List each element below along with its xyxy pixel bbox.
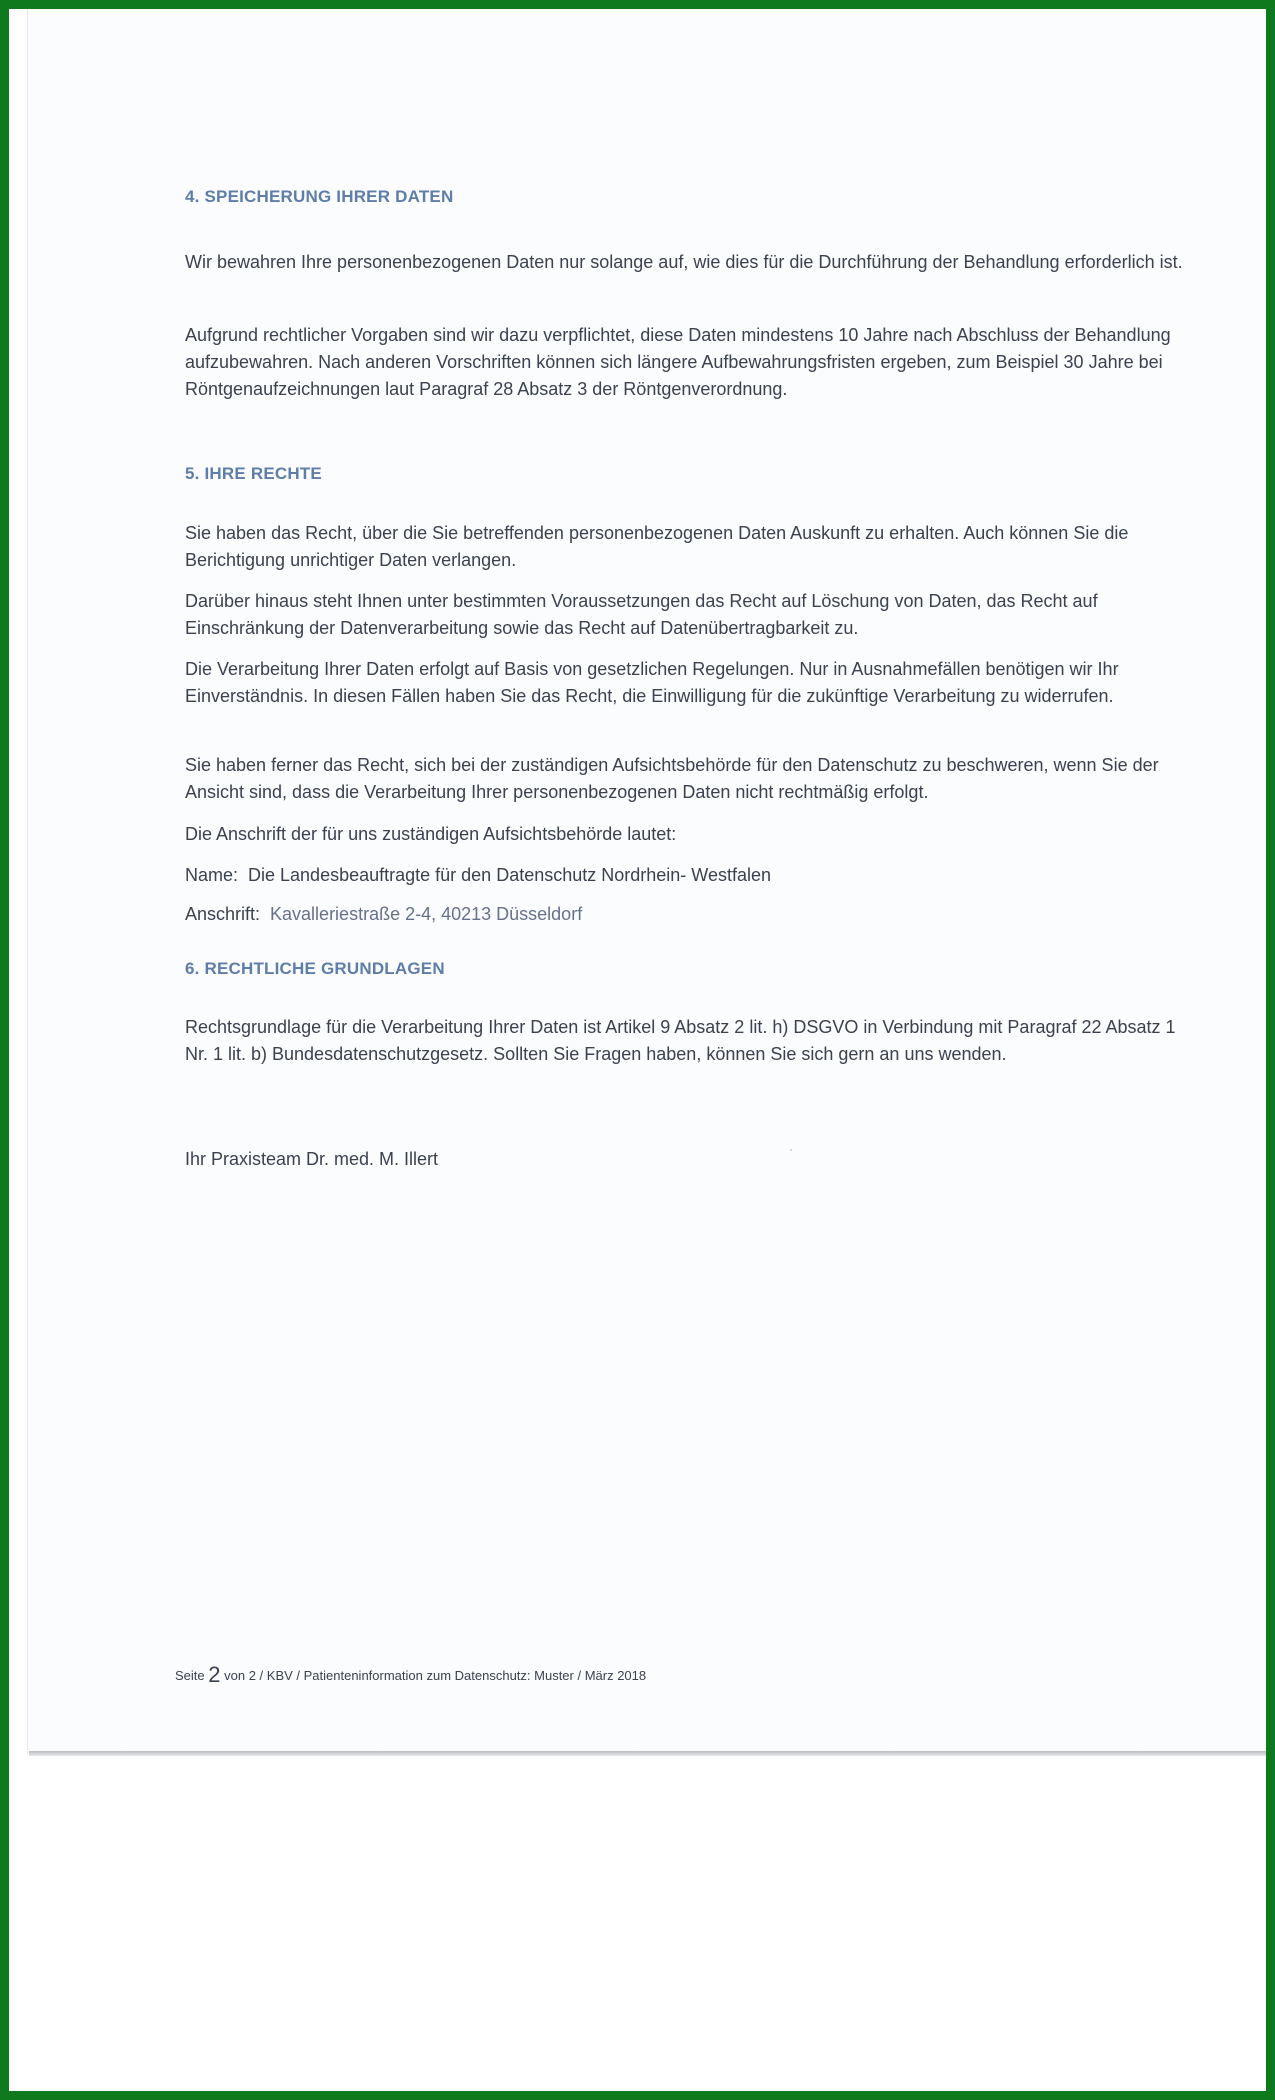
footer-suffix: von 2 / KBV / Patienteninformation zum Datenschutz: Muster / März 2018 [224,1668,647,1683]
section-heading-storage: 4. SPEICHERUNG IHRER DATEN [185,187,454,206]
page-shadow [29,1751,1275,1756]
authority-name-line [185,862,1185,889]
storage-paragraph-2: Aufgrund rechtlicher Vorgaben sind wir dazu verpflichtet, diese Daten mindestens 10 Jahre nach Abschluss der Behandlung aufzubewahren. Nach anderen Vorschriften können sich längere Aufbewahrungsfristen ergeben, zum Beispiel 30 Jahre bei Röntgenaufzeichnungen laut Paragraf 28 Absatz 3 der Röntgenverordnung. [185,325,1171,399]
authority-address-line [185,901,1185,928]
page-footer [175,1662,646,1688]
legal-basis-paragraph: Rechtsgrundlage für die Verarbeitung Ihrer Daten ist Artikel 9 Absatz 2 lit. h) DSGVO in Verbindung mit Paragraf 22 Absatz 1 Nr. 1 lit. b) Bundesdatenschutzgesetz. Sollten Sie Fragen haben, können Sie sich gern an uns wenden. [185,1017,1176,1064]
document-page [27,9,1275,1754]
authority-name-value: Die Landesbeauftragte für den Datenschutz Nordrhein- Westfalen [248,865,771,885]
section-heading-rights: 5. IHRE RECHTE [185,464,322,483]
footer-prefix: Seite [175,1668,205,1683]
scan-background [9,1759,1266,2099]
rights-paragraph-4: Sie haben ferner das Recht, sich bei der zuständigen Aufsichtsbehörde für den Datenschutz zu beschweren, wenn Sie der Ansicht sind, dass die Verarbeitung Ihrer personenbezogenen Daten nicht rechtmäßig erfolgt. [185,755,1159,802]
scan-speck [790,1149,792,1151]
rights-paragraph-1: Sie haben das Recht, über die Sie betreffenden personenbezogenen Daten Auskunft zu erhalten. Auch können Sie die Berichtigung unrichtiger Daten verlangen. [185,523,1129,570]
rights-paragraph-2: Darüber hinaus steht Ihnen unter bestimmten Voraussetzungen das Recht auf Löschung von Daten, das Recht auf Einschränkung der Datenverarbeitung sowie das Recht auf Datenübertragbarkeit zu. [185,591,1098,638]
section-heading-legal-basis: 6. RECHTLICHE GRUNDLAGEN [185,959,445,978]
storage-paragraph-1: Wir bewahren Ihre personenbezogenen Daten nur solange auf, wie dies für die Durchführung der Behandlung erforderlich ist. [185,252,1183,272]
footer-page-number: 2 [208,1662,221,1687]
rights-paragraph-5: Die Anschrift der für uns zuständigen Aufsichtsbehörde lautet: [185,824,677,844]
signature-line: Ihr Praxisteam Dr. med. M. Illert [185,1149,439,1169]
rights-paragraph-3: Die Verarbeitung Ihrer Daten erfolgt auf Basis von gesetzlichen Regelungen. Nur in Ausnahmefällen benötigen wir Ihr Einverständnis. In diesen Fällen haben Sie das Recht, die Einwilligung für die zukünftige Verarbeitung zu widerrufen. [185,659,1119,706]
authority-address-label: Anschrift: [185,904,261,924]
authority-name-label: Name: [185,865,239,885]
authority-address-value: Kavalleriestraße 2-4, 40213 Düsseldorf [270,904,583,924]
